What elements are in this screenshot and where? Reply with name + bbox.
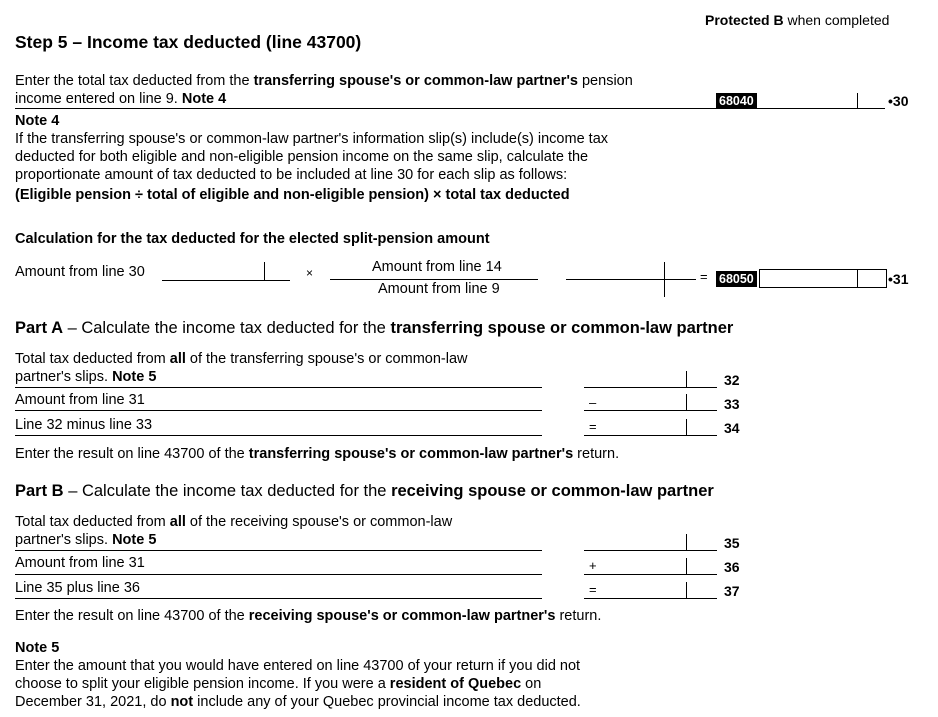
line34-underline	[584, 435, 717, 436]
line31-cents-divider	[857, 270, 858, 287]
calc-result-underline	[566, 279, 696, 280]
partB-title: Part B – Calculate the income tax deducted for the receiving spouse or common-law partner	[15, 482, 714, 500]
line30-text-1: Enter the total tax deducted from the transferring spouse's or common-law partner's pension	[15, 73, 633, 89]
partA-row2-text: Amount from line 31	[15, 392, 145, 408]
equals-sign-34: =	[589, 419, 597, 434]
partB-row3-text: Line 35 plus line 36	[15, 580, 140, 596]
line34-number: 34	[724, 420, 740, 436]
note4-formula: (Eligible pension ÷ total of eligible and non-eligible pension) × total tax deducted	[15, 187, 570, 203]
partA-row3-text: Line 32 minus line 33	[15, 417, 153, 433]
line33-underline	[584, 410, 717, 411]
calc-line30-cents-divider	[264, 262, 265, 280]
calc-line30-input[interactable]	[162, 263, 270, 279]
step5-title: Step 5 – Income tax deducted (line 43700)	[15, 32, 362, 52]
partA-row2-underline	[15, 410, 542, 411]
fraction-denominator: Amount from line 9	[378, 281, 500, 297]
fraction-numerator: Amount from line 14	[372, 259, 502, 275]
line30-text-2: income entered on line 9. Note 4	[15, 91, 227, 107]
partB-row1-text-2: partner's slips. Note 5	[15, 532, 157, 548]
equals-sign-37: =	[589, 582, 597, 597]
line30-number: •30	[888, 93, 909, 109]
line32-amount-input[interactable]	[590, 370, 693, 386]
partA-row1-text-1: Total tax deducted from all of the transferring spouse's or common-law	[15, 351, 468, 367]
partB-row3-underline	[15, 598, 542, 599]
partA-row3-underline	[15, 435, 542, 436]
line35-number: 35	[724, 535, 740, 551]
partB-result-text: Enter the result on line 43700 of the receiving spouse's or common-law partner's return.	[15, 608, 602, 624]
calc-title: Calculation for the tax deducted for the elected split-pension amount	[15, 231, 490, 247]
line37-underline	[584, 598, 717, 599]
partB-row2-underline	[15, 574, 542, 575]
note5-line-2: choose to split your eligible pension income. If you were a resident of Quebec on	[15, 676, 542, 692]
line33-amount-input[interactable]	[600, 393, 693, 409]
note4-title: Note 4	[15, 113, 60, 129]
note5-title: Note 5	[15, 640, 60, 656]
line32-number: 32	[724, 372, 740, 388]
line37-amount-input[interactable]	[600, 581, 693, 597]
line35-underline	[584, 550, 717, 551]
line32-cents-divider	[686, 371, 687, 387]
line36-cents-divider	[686, 558, 687, 574]
note4-line-2: deducted for both eligible and non-eligible pension income on the same slip, calculate the	[15, 149, 589, 165]
line36-amount-input[interactable]	[600, 557, 693, 573]
line36-underline	[584, 574, 717, 575]
calc-line30-underline	[162, 280, 290, 281]
line32-underline	[584, 387, 717, 388]
protected-label: Protected B	[705, 12, 784, 28]
note5-line-3: December 31, 2021, do not include any of your Quebec provincial income tax deducted.	[15, 694, 581, 710]
line31-number: •31	[888, 271, 909, 287]
partB-row1-underline	[15, 550, 542, 551]
note4-line-3: proportionate amount of tax deducted to be included at line 30 for each slip as follows:	[15, 167, 568, 183]
line30-cents-divider	[857, 93, 858, 108]
code-68050: 68050	[716, 271, 757, 287]
protected-notice	[705, 12, 889, 28]
note4-line-1: If the transferring spouse's or common-law partner's information slip(s) include(s) income tax	[15, 131, 609, 147]
line30-amount-input[interactable]	[768, 92, 896, 108]
line34-amount-input[interactable]	[600, 418, 693, 434]
line33-cents-divider	[686, 394, 687, 410]
partA-row1-underline	[15, 387, 542, 388]
line35-amount-input[interactable]	[590, 533, 693, 549]
partA-title: Part A – Calculate the income tax deducted for the transferring spouse or common-law partner	[15, 319, 734, 337]
equals-sign: =	[700, 269, 708, 284]
plus-sign: +	[589, 558, 597, 573]
line34-cents-divider	[686, 419, 687, 435]
code-68040: 68040	[716, 93, 757, 109]
line35-cents-divider	[686, 534, 687, 550]
line33-number: 33	[724, 396, 740, 412]
amount-from-line30-label: Amount from line 30	[15, 264, 145, 280]
minus-sign: –	[589, 395, 597, 410]
calc-result-divider	[664, 262, 665, 297]
partB-row1-text-1: Total tax deducted from all of the receiving spouse's or common-law	[15, 514, 453, 530]
partA-row1-text-2: partner's slips. Note 5	[15, 369, 157, 385]
partA-result-text: Enter the result on line 43700 of the transferring spouse's or common-law partner's return.	[15, 446, 620, 462]
line37-number: 37	[724, 583, 740, 599]
fraction-bar	[330, 279, 538, 280]
partB-row2-text: Amount from line 31	[15, 555, 145, 571]
line37-cents-divider	[686, 582, 687, 598]
line36-number: 36	[724, 559, 740, 575]
protected-suffix: when completed	[783, 12, 890, 28]
line31-amount-input[interactable]	[760, 270, 863, 286]
note5-line-1: Enter the amount that you would have entered on line 43700 of your return if you did not	[15, 658, 581, 674]
times-sign: ×	[306, 266, 314, 280]
